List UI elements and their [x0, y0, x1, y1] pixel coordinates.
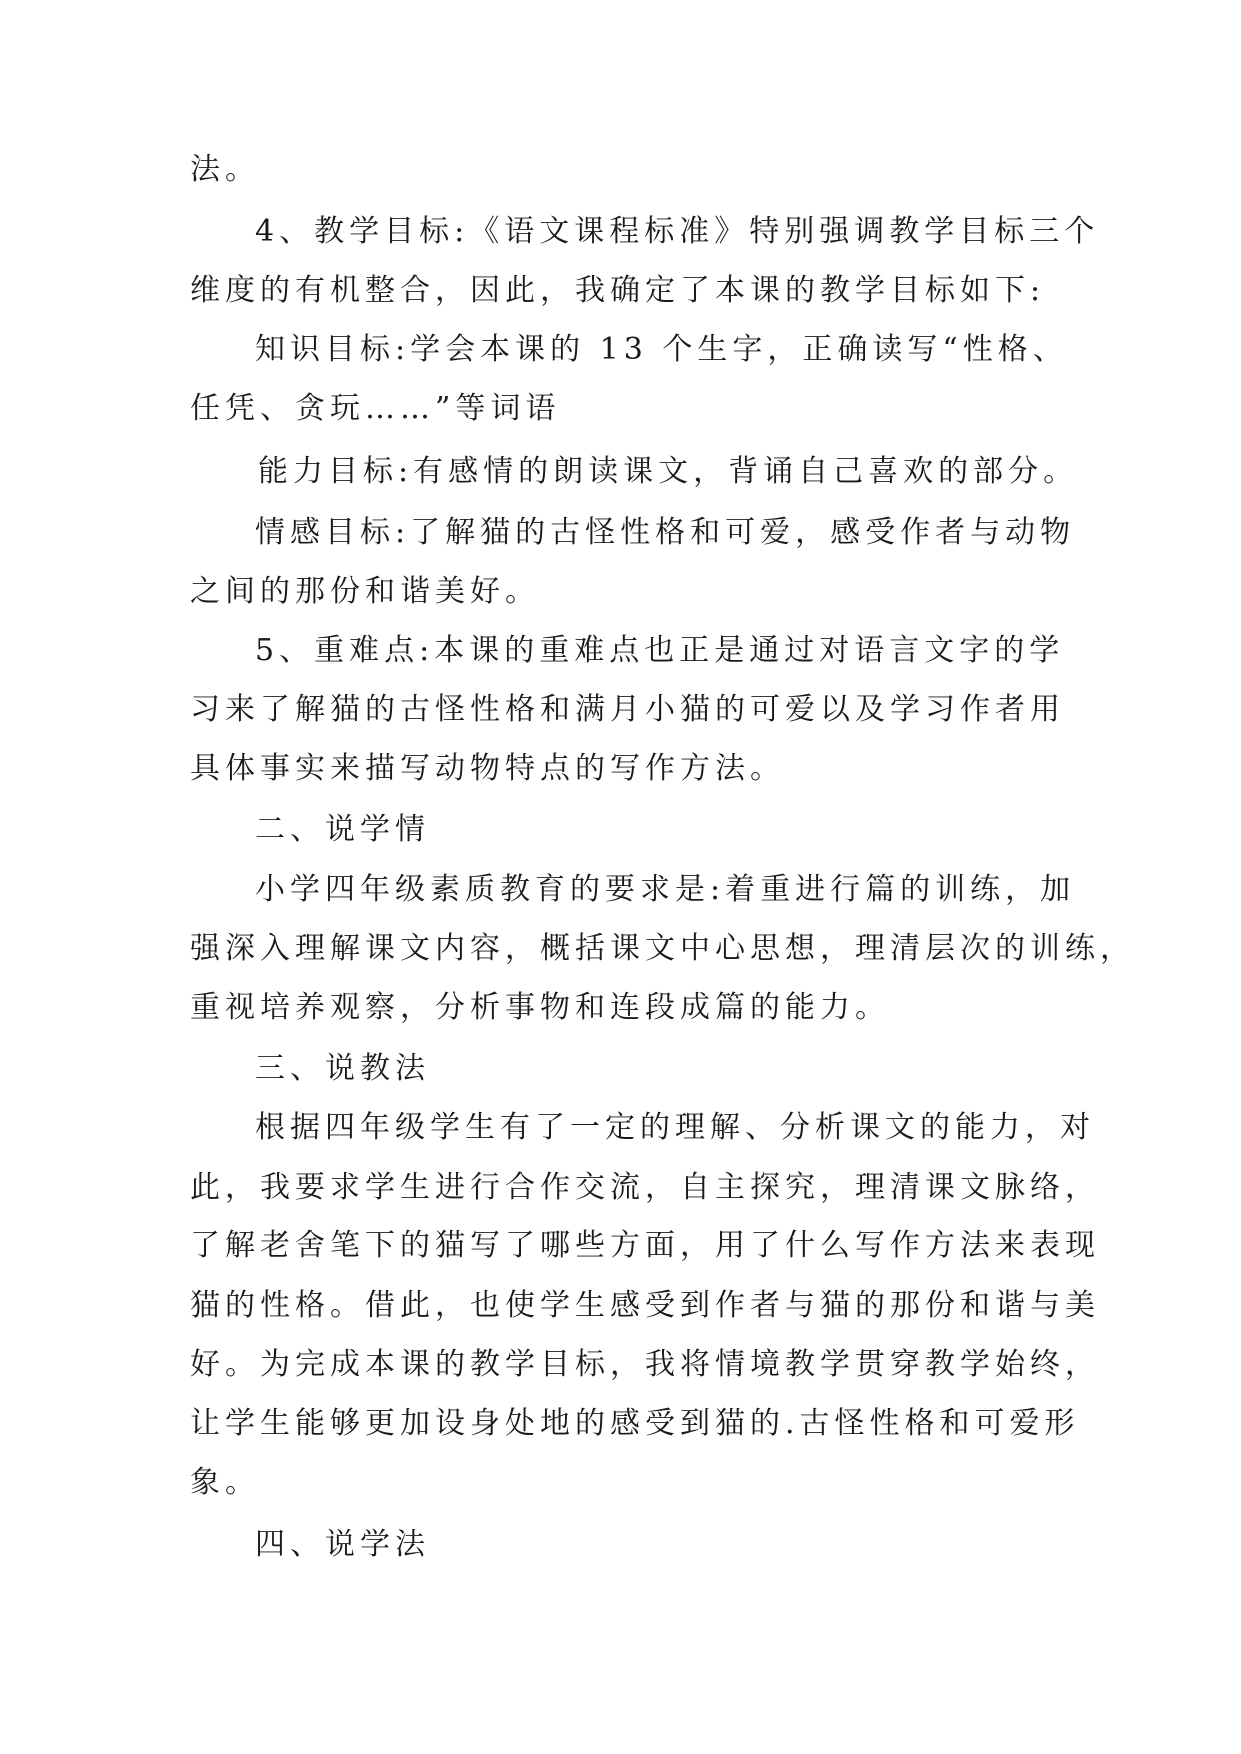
paragraph-line: 具体事实来描写动物特点的写作方法。: [190, 751, 785, 786]
paragraph-line: 知识目标:学会本课的 13 个生字，正确读写“性格、: [255, 332, 1068, 367]
paragraph-line: 4、教学目标:《语文课程标准》特别强调教学目标三个: [255, 214, 1100, 249]
paragraph-line: 重视培养观察，分析事物和连段成篇的能力。: [190, 990, 890, 1025]
paragraph-line: 猫的性格。借此，也使学生感受到作者与猫的那份和谐与美: [190, 1288, 1100, 1323]
paragraph-line: 让学生能够更加设身处地的感受到猫的.古怪性格和可爱形: [190, 1406, 1080, 1441]
paragraph-line: 维度的有机整合，因此，我确定了本课的教学目标如下:: [190, 273, 1046, 308]
paragraph-line: 能力目标:有感情的朗读课文，背诵自己喜欢的部分。: [258, 454, 1079, 489]
section-heading: 三、说教法: [255, 1051, 430, 1086]
section-heading: 二、说学情: [255, 812, 430, 847]
section-heading: 四、说学法: [255, 1527, 430, 1562]
paragraph-line: 强深入理解课文内容，概括课文中心思想，理清层次的训练，: [190, 931, 1135, 966]
paragraph-line: 任凭、贪玩……”等词语: [190, 391, 561, 426]
paragraph-line: 5、重难点:本课的重难点也正是通过对语言文字的学: [255, 633, 1065, 668]
paragraph-line: 之间的那份和谐美好。: [190, 574, 540, 609]
paragraph-line: 习来了解猫的古怪性格和满月小猫的可爱以及学习作者用: [190, 692, 1065, 727]
paragraph-line: 情感目标:了解猫的古怪性格和可爱，感受作者与动物: [255, 515, 1076, 550]
paragraph-line: 法。: [190, 152, 260, 187]
paragraph-line: 好。为完成本课的教学目标，我将情境教学贯穿教学始终，: [190, 1347, 1100, 1382]
paragraph-line: 此，我要求学生进行合作交流，自主探究，理清课文脉络，: [190, 1170, 1100, 1205]
paragraph-line: 象。: [190, 1465, 260, 1500]
paragraph-line: 小学四年级素质教育的要求是:着重进行篇的训练，加: [255, 872, 1076, 907]
paragraph-line: 根据四年级学生有了一定的理解、分析课文的能力，对: [255, 1110, 1095, 1145]
paragraph-line: 了解老舍笔下的猫写了哪些方面，用了什么写作方法来表现: [190, 1228, 1100, 1263]
